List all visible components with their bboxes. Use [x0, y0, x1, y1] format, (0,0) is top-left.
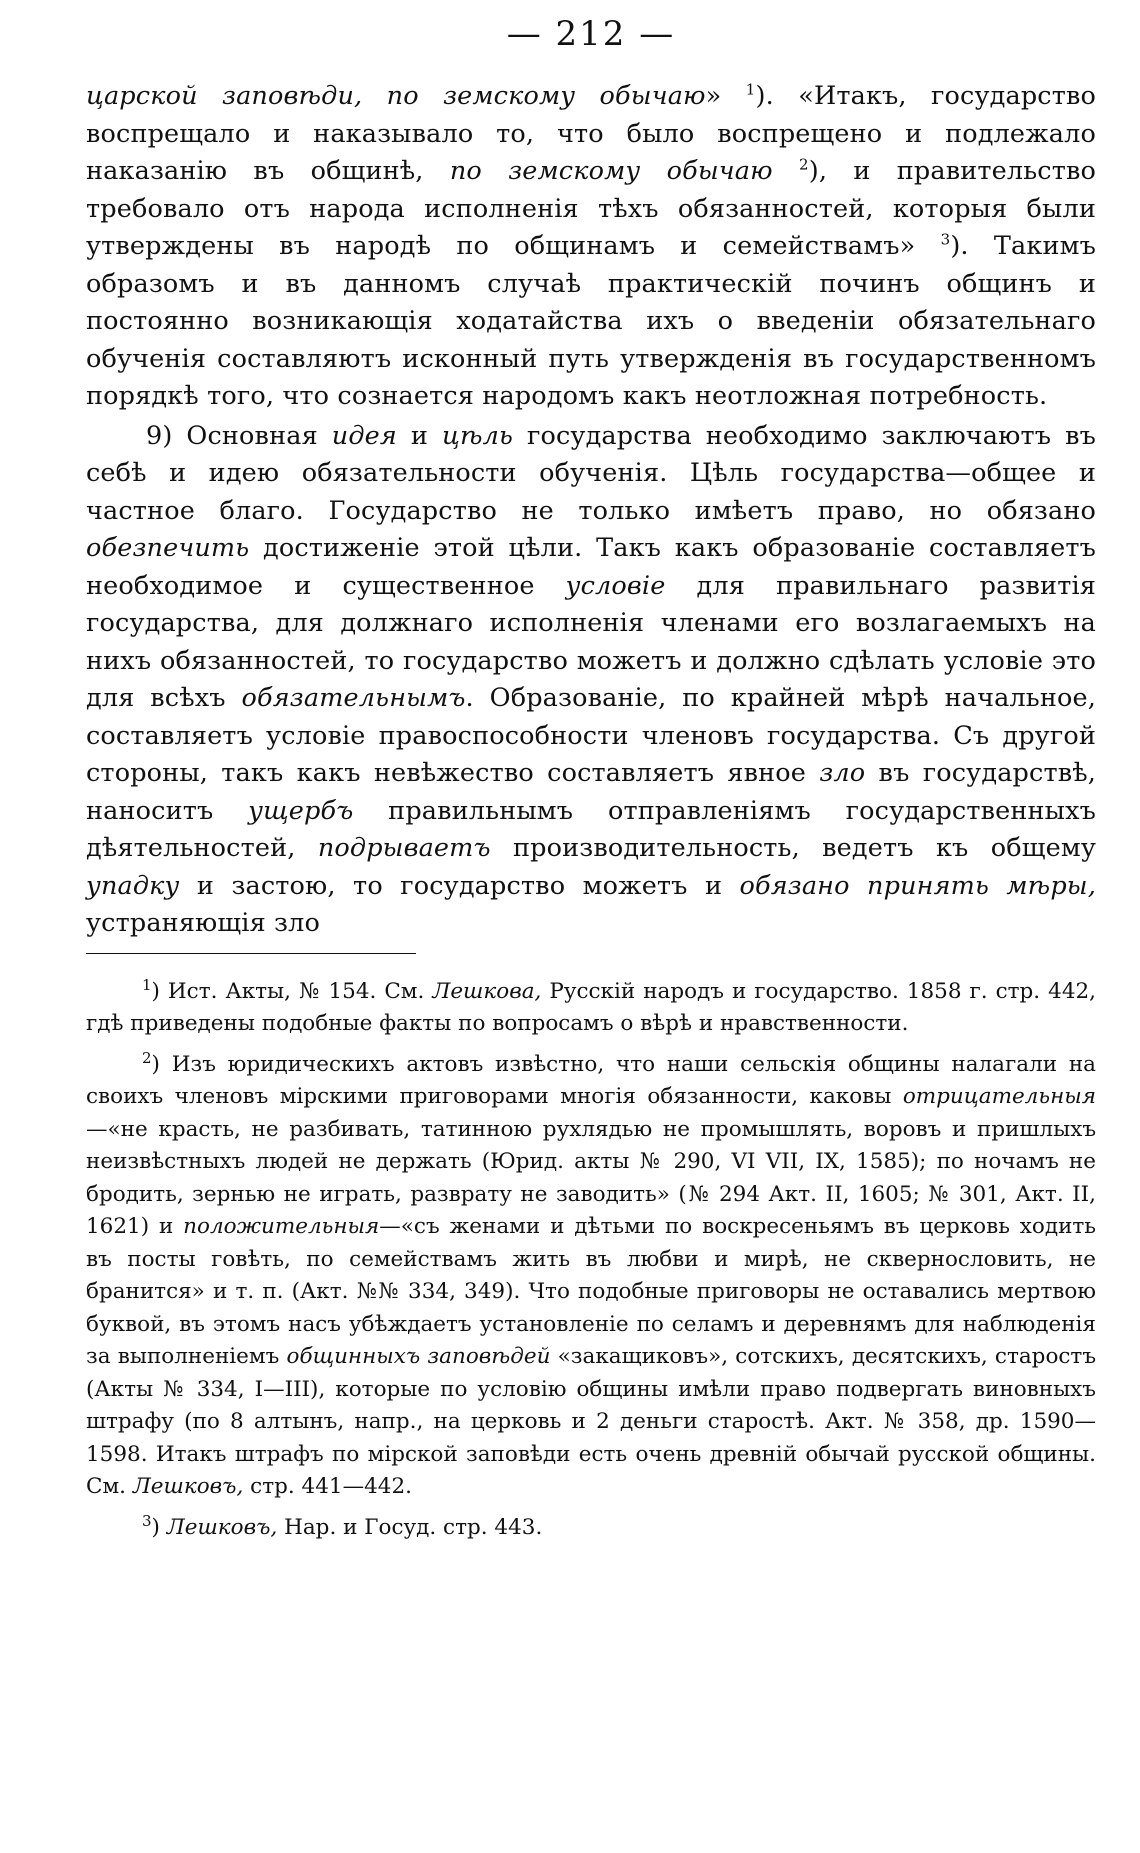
text-run: )	[151, 1514, 167, 1540]
italic-word: Лешкова,	[432, 978, 542, 1004]
italic-word: зло	[819, 758, 866, 788]
italic-phrase: обязано принять мѣры,	[739, 870, 1096, 901]
footnote-mark: 2	[142, 1048, 152, 1067]
text-run: —«съ женами и дѣтьми по воскресеньямъ въ церковь ходить въ посты говѣть, по семействамъ жить въ любви и мирѣ, не сквернословить, не бранится» и т. п. (Акт. №№ 334, 349). Что подобные приговоры не оставались мертвою буквой, въ этомъ насъ убѣждаетъ установленіе по селамъ и деревнямъ для наблюденія за выполненіемъ	[86, 1214, 1096, 1369]
footnote-mark: 1	[142, 975, 152, 994]
footnote-1	[86, 976, 1096, 1041]
text-run: ). Такимъ образомъ и въ данномъ случаѣ практическій починъ общинъ и постоянно возникающія ходатайства ихъ о введеніи обязательнаго обученія составляютъ исконный путь утвержденія въ государственномъ порядкѣ того, что сознается народомъ какъ неотложная потребность.	[86, 231, 1096, 411]
paragraph-continued	[86, 78, 1096, 416]
footnote-ref[interactable]: 3	[940, 230, 951, 249]
italic-word: ущербъ	[248, 795, 354, 826]
italic-phrase: по земскому обычаю	[449, 156, 773, 186]
italic-word: Лешковъ,	[132, 1474, 244, 1499]
italic-word: обезпечить	[86, 533, 250, 563]
text-run: Русскій народъ и государство. 1858 г. стр. 442, гдѣ приведены подобные факты по вопросамъ о вѣрѣ и нравственности.	[86, 978, 1097, 1036]
text-run: Нар. и Госуд. стр. 443.	[277, 1514, 543, 1540]
italic-word: положительныя	[183, 1214, 380, 1239]
text-run: ). «Итакъ, государство воспрещало и наказывало то, что было воспрещено и подлежало наказанію въ общинѣ,	[86, 81, 1096, 186]
text-run: стр. 441—442.	[243, 1474, 412, 1499]
italic-phrase: царской заповѣди, по земскому обычаю	[86, 81, 706, 111]
text-run: ) Изъ юридическихъ актовъ извѣстно, что наши сельскія общины налагали на своихъ членовъ мірскими приговорами многія обязанности, каковы	[86, 1051, 1096, 1109]
footnotes	[86, 976, 1096, 1545]
text-run: устраняющія зло	[86, 908, 320, 938]
text-run: 9) Основная	[146, 420, 332, 451]
italic-word: цѣль	[442, 420, 514, 451]
italic-word: упадку	[86, 870, 180, 901]
text-run: въ государствѣ, наноситъ	[86, 758, 1096, 826]
italic-word: Лешковъ,	[166, 1514, 278, 1540]
text-run: производительность, ведетъ къ общему	[490, 833, 1096, 863]
footnote-mark: 3	[142, 1511, 152, 1530]
italic-word: отрицательныя	[902, 1084, 1096, 1109]
italic-phrase: общинныхъ заповѣдей	[286, 1344, 551, 1369]
text-run: государства необходимо заключаютъ въ себѣ и идею обязательности обученія. Цѣль государства—общее и частное благо. Государство не только имѣетъ право, но обязано	[86, 420, 1096, 526]
italic-word: идея	[331, 420, 397, 451]
footnote-2	[86, 1049, 1096, 1504]
text-run: . Образованіе, по крайней мѣрѣ начальное, составляетъ условіе правоспособности членовъ государства. Съ другой стороны, такъ какъ невѣжество составляетъ явное	[86, 683, 1096, 788]
footnote-3	[86, 1512, 1096, 1545]
italic-word: условіе	[565, 570, 666, 601]
text-run	[773, 156, 799, 186]
paragraph-9	[86, 418, 1096, 943]
text-run: для правильнаго развитія государства, для должнаго исполненія членами его возлагаемыхъ на нихъ обязанностей, то государство можетъ и должно сдѣлать условіе это для всѣхъ	[86, 570, 1096, 713]
text-run: —«не красть, не разбивать, татинною рухлядью не промышлять, воровъ и пришлыхъ неизвѣстныхъ людей не держать (Юрид. акты № 290, VI VII, IX, 1585); по ночамъ не бродить, зернью не играть, разврату не заводить» (№ 294 Акт. II, 1605; № 301, Акт. II, 1621) и	[86, 1116, 1096, 1239]
main-text	[86, 78, 1096, 943]
footnote-divider	[86, 953, 416, 954]
text-run: »	[705, 81, 746, 111]
text-run: достиженіе этой цѣли. Такъ какъ образованіе составляетъ необходимое и существенное	[86, 533, 1096, 601]
text-run: ) Ист. Акты, № 154. См.	[151, 978, 433, 1004]
text-run: правильнымъ отправленіямъ государственныхъ дѣятельностей,	[86, 795, 1096, 863]
text-run: «закащиковъ», сотскихъ, десятскихъ, старостъ (Акты № 334, I—III), которые по условію общины имѣли право подвергать виновныхъ штрафу (по 8 алтынъ, напр., на церковь и 2 деньги старостѣ. Акт. № 358, др. 1590—1598. Итакъ штрафъ по мірской заповѣди есть очень древній обычай русской общины. См.	[86, 1344, 1097, 1499]
footnote-ref[interactable]: 1	[745, 80, 756, 99]
italic-word: обязательнымъ	[241, 683, 466, 713]
text-run: и	[396, 420, 442, 451]
footnote-ref[interactable]: 2	[799, 155, 809, 174]
page-number: — 212 —	[506, 14, 676, 54]
text-run: ), и правительство требовало отъ народа исполненія тѣхъ обязанностей, которыя были утверждены въ народѣ по общинамъ и семействамъ»	[86, 156, 1096, 261]
italic-word: подрываетъ	[317, 833, 491, 863]
text-run: и застою, то государство можетъ и	[179, 870, 740, 901]
